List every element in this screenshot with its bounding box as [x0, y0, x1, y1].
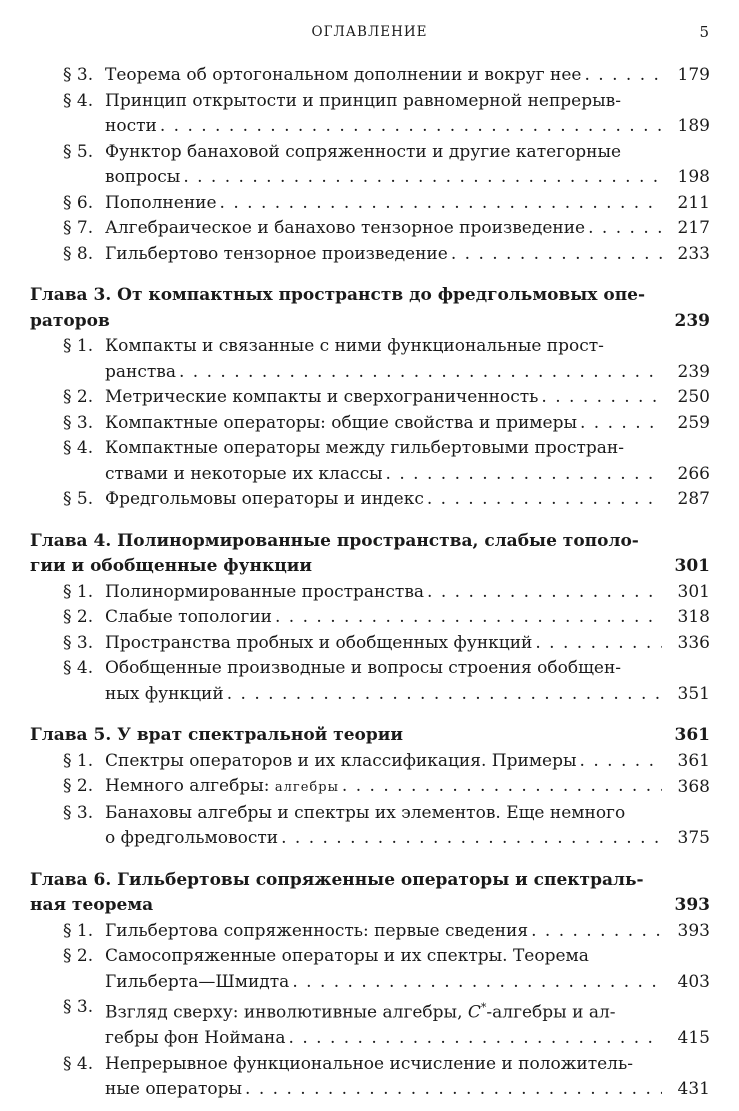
toc-section[interactable]	[30, 411, 710, 437]
section-page-number: 351	[677, 683, 710, 704]
section-title-line	[105, 89, 662, 115]
dot-leader	[289, 970, 662, 996]
section-title-line	[105, 801, 662, 827]
section-title	[105, 63, 662, 89]
section-title	[105, 749, 662, 775]
section-title-text: гебры фон Ноймана	[105, 1028, 286, 1049]
dot-leader	[448, 242, 662, 268]
toc-chapter	[30, 283, 710, 513]
section-title-line	[105, 165, 662, 191]
section-title-text: ные операторы	[105, 1079, 243, 1100]
section-title-line	[105, 1052, 662, 1078]
section-title-line	[105, 826, 662, 852]
section-title	[105, 1052, 662, 1103]
section-title-text: Метрические компакты и сверхограниченность	[105, 387, 539, 407]
chapter-heading[interactable]	[30, 868, 710, 919]
section-page-number: 217	[677, 218, 710, 238]
toc-chapter	[30, 868, 710, 1103]
section-title-text: Немного алгебры: алгебры	[105, 776, 339, 796]
section-title-text: Взгляд сверху: инволютивные алгебры, C*-алгебры и ал-	[105, 1001, 616, 1023]
section-title	[105, 801, 662, 852]
chapter-title-text: Глава 3. От компактных пространств до фредгольмовых опе-	[30, 285, 646, 305]
section-title	[105, 140, 662, 191]
toc-section[interactable]	[30, 89, 710, 140]
toc-section[interactable]	[30, 63, 710, 89]
section-number: § 5.	[63, 489, 94, 509]
toc-section[interactable]	[30, 656, 710, 707]
section-page-number: 301	[677, 581, 710, 602]
dot-leader	[577, 749, 662, 775]
section-number: § 6.	[63, 192, 94, 213]
section-title-line	[105, 682, 662, 708]
toc-section[interactable]	[30, 191, 710, 217]
section-page-number: 431	[677, 1079, 710, 1100]
section-title-line	[105, 191, 662, 217]
dot-leader	[528, 919, 662, 945]
section-page-number: 336	[677, 632, 710, 653]
section-title-text: Фредгольмовы операторы и индекс	[105, 489, 424, 509]
toc-chapter	[30, 723, 710, 852]
section-page-number: 375	[677, 828, 710, 848]
section-title-text: Полинормированные пространства	[105, 581, 425, 602]
section-title-text: Гильберта—Шмидта	[105, 971, 290, 992]
toc-section[interactable]	[30, 749, 710, 775]
section-title-text: Алгебраическое и банахово тензорное произведение	[105, 218, 586, 238]
chapter-title-text: Глава 4. Полинормированные пространства, слабые тополо-	[30, 530, 639, 551]
chapter-title-line	[30, 529, 710, 555]
section-title	[105, 89, 662, 140]
section-title-text: Компакты и связанные с ними функциональные прост-	[105, 336, 604, 356]
section-page-number: 189	[677, 116, 710, 136]
toc-chapter	[30, 529, 710, 708]
section-title	[105, 580, 662, 606]
section-page-number: 198	[677, 167, 710, 187]
section-title-line	[105, 580, 662, 606]
section-title-line	[105, 334, 662, 360]
section-page-number: 239	[677, 361, 710, 382]
dot-leader	[217, 191, 662, 217]
header-title: ОГЛАВЛЕНИЕ	[311, 24, 428, 40]
toc-section[interactable]	[30, 385, 710, 411]
chapter-title-line	[30, 868, 710, 894]
section-title-line	[105, 411, 662, 437]
running-header	[0, 22, 739, 42]
section-title	[105, 216, 662, 242]
section-title-line	[105, 487, 662, 513]
section-number: § 1.	[63, 920, 94, 941]
section-number: § 4.	[63, 1053, 94, 1074]
chapter-title-text: ная теорема	[30, 895, 154, 915]
section-title-line	[105, 656, 662, 682]
toc-section[interactable]	[30, 944, 710, 995]
section-title-line	[105, 114, 662, 140]
dot-leader	[286, 1026, 662, 1052]
section-page-number: 368	[677, 777, 710, 797]
toc-section[interactable]	[30, 580, 710, 606]
dot-leader	[424, 580, 662, 606]
header-page-number: 5	[699, 23, 709, 41]
section-page-number: 266	[677, 463, 710, 484]
toc-section[interactable]	[30, 242, 710, 268]
section-number: § 2.	[63, 946, 94, 966]
section-title-line	[105, 140, 662, 166]
section-title-text: ранства	[105, 361, 176, 382]
section-title-line	[105, 385, 662, 411]
toc-section[interactable]	[30, 631, 710, 657]
dot-leader	[278, 826, 662, 852]
chapter-title-line	[30, 283, 710, 309]
section-title-line	[105, 1026, 662, 1052]
section-title	[105, 334, 662, 385]
toc-section[interactable]	[30, 436, 710, 487]
section-title-text: ных функций	[105, 683, 224, 704]
toc-section[interactable]	[30, 216, 710, 242]
chapter-title-line	[30, 554, 710, 580]
section-number: § 2.	[63, 607, 94, 627]
section-title	[105, 944, 662, 995]
chapter-page-number: 301	[674, 556, 710, 576]
chapter-page-number: 361	[674, 725, 710, 745]
section-number: § 1.	[63, 750, 94, 771]
section-title-text: о фредгольмовости	[105, 828, 279, 848]
section-title-text: Теорема об ортогональном дополнении и вокруг нее	[105, 65, 582, 85]
section-page-number: 179	[677, 65, 710, 85]
toc-section[interactable]	[30, 334, 710, 385]
dot-leader	[538, 385, 662, 411]
dot-leader	[424, 487, 662, 513]
section-title	[105, 385, 662, 411]
section-page-number: 233	[677, 243, 710, 264]
chapter-heading[interactable]	[30, 283, 710, 334]
toc-section[interactable]	[30, 774, 710, 801]
section-number: § 8.	[63, 243, 94, 264]
section-title-text: Гильбертово тензорное произведение	[105, 243, 448, 264]
section-page-number: 287	[677, 489, 710, 509]
dot-leader	[339, 774, 662, 801]
dot-leader	[224, 682, 662, 708]
section-title-text: Компактные операторы: общие свойства и примеры	[105, 412, 577, 433]
section-title	[105, 191, 662, 217]
section-number: § 5.	[63, 141, 94, 162]
section-title-text: ствами и некоторые их классы	[105, 463, 383, 484]
section-page-number: 211	[677, 192, 710, 213]
dot-leader	[383, 462, 662, 488]
section-title-text: Слабые топологии	[105, 607, 272, 627]
section-number: § 4.	[63, 90, 94, 111]
section-title	[105, 995, 662, 1052]
section-title-line	[105, 605, 662, 631]
section-page-number: 403	[677, 971, 710, 992]
section-title	[105, 436, 662, 487]
section-title-text: Пополнение	[105, 192, 217, 213]
toc-section[interactable]	[30, 801, 710, 852]
section-number: § 4.	[63, 658, 94, 678]
section-title-text: Гильбертова сопряженность: первые сведения	[105, 920, 529, 941]
section-title-line	[105, 242, 662, 268]
section-title-line	[105, 216, 662, 242]
section-title	[105, 919, 662, 945]
section-title-line	[105, 919, 662, 945]
section-title-line	[105, 360, 662, 386]
dot-leader	[532, 631, 662, 657]
toc-section[interactable]	[30, 1052, 710, 1103]
toc-section[interactable]	[30, 919, 710, 945]
section-page-number: 393	[677, 920, 710, 941]
section-title-text: Компактные операторы между гильбертовыми простран-	[105, 438, 624, 458]
chapter-page-number: 393	[674, 895, 710, 915]
chapter-title-text: раторов	[30, 310, 110, 331]
section-title	[105, 242, 662, 268]
section-title	[105, 411, 662, 437]
chapter-2-continuation	[30, 63, 710, 267]
section-number: § 1.	[63, 581, 94, 602]
dot-leader	[180, 165, 662, 191]
section-title-text: Спектры операторов и их классификация. Примеры	[105, 750, 577, 771]
dot-leader	[272, 605, 662, 631]
section-title-text: вопросы	[105, 167, 181, 187]
toc-section[interactable]	[30, 605, 710, 631]
section-title-text: Пространства пробных и обобщенных функций	[105, 632, 533, 653]
section-page-number: 318	[677, 607, 710, 627]
section-title-text: Функтор банаховой сопряженности и другие категорные	[105, 141, 622, 162]
section-title-line	[105, 995, 662, 1026]
section-title-line	[105, 774, 662, 801]
section-title	[105, 656, 662, 707]
section-page-number: 250	[677, 387, 710, 407]
section-title	[105, 487, 662, 513]
section-title-text: Банаховы алгебры и спектры их элементов. Еще немного	[105, 802, 626, 823]
section-title-line	[105, 749, 662, 775]
section-number: § 3.	[63, 65, 94, 85]
section-number: § 3.	[63, 632, 94, 653]
chapter-heading[interactable]	[30, 529, 710, 580]
chapter-title-text: Глава 6. Гильбертовы сопряженные операторы и спектраль-	[30, 869, 644, 890]
section-title-line	[105, 631, 662, 657]
section-page-number: 415	[677, 1028, 710, 1049]
section-number: § 7.	[63, 218, 94, 238]
section-page-number: 259	[677, 412, 710, 433]
section-number: § 3.	[63, 412, 94, 433]
section-title-line	[105, 1077, 662, 1103]
section-number: § 2.	[63, 387, 94, 407]
section-number: § 4.	[63, 438, 94, 458]
section-title-text: Обобщенные производные и вопросы строения обобщен-	[105, 658, 622, 678]
chapter-title-line	[30, 893, 710, 919]
chapter-heading[interactable]	[30, 723, 710, 749]
section-title	[105, 631, 662, 657]
section-title-text: ности	[105, 116, 157, 136]
dot-leader	[176, 360, 662, 386]
section-number: § 3.	[63, 802, 94, 823]
chapter-page-number: 239	[674, 310, 710, 331]
section-title-line	[105, 63, 662, 89]
dot-leader	[242, 1077, 662, 1103]
section-title-text: Непрерывное функциональное исчисление и положитель-	[105, 1053, 633, 1074]
toc-section[interactable]	[30, 140, 710, 191]
dot-leader	[157, 114, 662, 140]
dot-leader	[582, 63, 663, 89]
chapter-title-line	[30, 309, 710, 335]
chapter-title-line	[30, 723, 710, 749]
chapter-title-text: Глава 5. У врат спектральной теории	[30, 725, 403, 745]
section-page-number: 361	[677, 750, 710, 771]
section-title-line	[105, 970, 662, 996]
section-title-text: Принцип открытости и принцип равномерной непрерыв-	[105, 90, 621, 111]
section-title-line	[105, 436, 662, 462]
section-number: § 3.	[63, 997, 94, 1017]
dot-leader	[577, 411, 662, 437]
table-of-contents	[30, 63, 710, 1103]
section-number: § 1.	[63, 336, 94, 356]
toc-section[interactable]	[30, 487, 710, 513]
chapter-title-text: гии и обобщенные функции	[30, 556, 313, 576]
toc-section[interactable]	[30, 995, 710, 1052]
section-title-text: Самосопряженные операторы и их спектры. Теорема	[105, 946, 589, 966]
section-title	[105, 774, 662, 801]
dot-leader	[585, 216, 662, 242]
section-number: § 2.	[63, 776, 94, 796]
section-title	[105, 605, 662, 631]
section-title-line	[105, 944, 662, 970]
section-title-line	[105, 462, 662, 488]
